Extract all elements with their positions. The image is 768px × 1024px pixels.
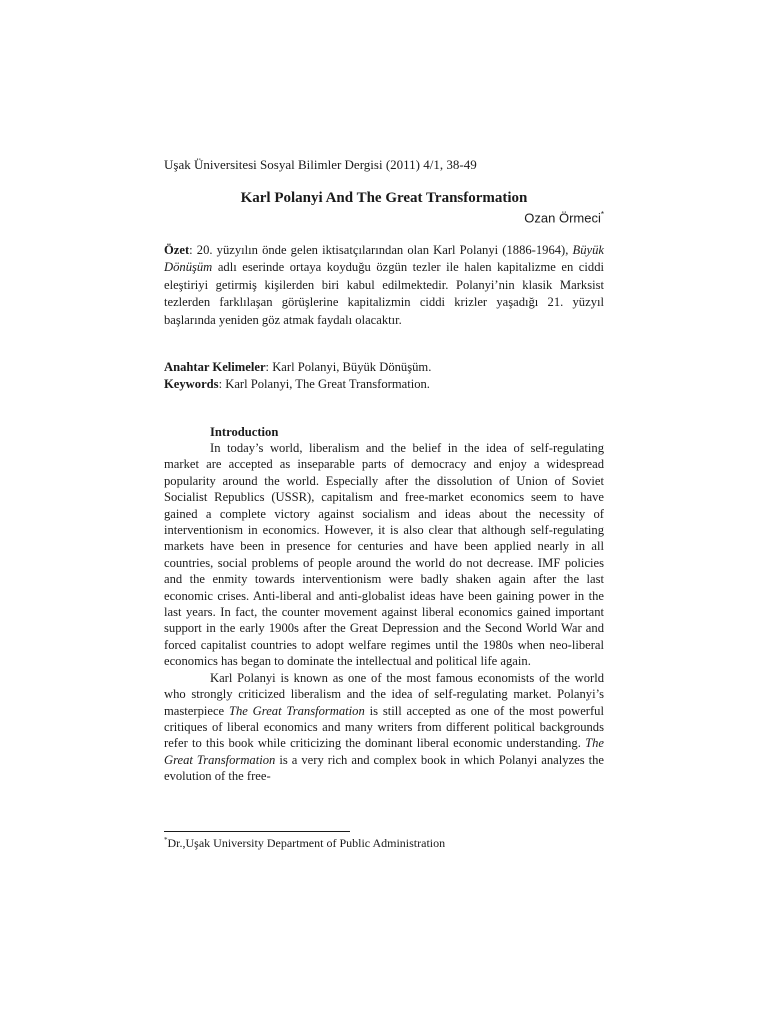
keywords-english-label: Keywords <box>164 377 219 391</box>
article-title: Karl Polanyi And The Great Transformation <box>240 190 528 206</box>
paragraph-2-text-2: is still accepted as one of the most powerful critiques of liberal economics and many writers from different political backgrounds refer to this book while criticizing the dominant liberal economic understanding. <box>164 703 604 751</box>
journal-header: Uşak Üniversitesi Sosyal Bilimler Dergisi (2011) 4/1, 38-49 <box>164 157 477 172</box>
author-name: Ozan Örmeci <box>524 210 601 226</box>
introduction-body <box>164 440 604 785</box>
keywords-english <box>164 376 604 393</box>
paragraph-2 <box>164 670 604 785</box>
abstract-text-2: adlı eserinde ortaya koyduğu özgün tezler ile halen kapitalizme en ciddi eleştiriyi getirmiş kişilerden biri kabul edilmektedir. Polanyi’nin klasik Marksist tezlerden farklılaşan görüşlerine kapitalizmin ciddi krizler yaşadığı 21. yüzyıl başlarında yeniden göz atmak faydalı olacaktır. <box>164 260 604 327</box>
paragraph-1: In today’s world, liberalism and the belief in the idea of self-regulating market are accepted as inseparable parts of democracy and enjoy a widespread popularity around the world. Especially after the dissolution of Union of Soviet Socialist Republics (USSR), capitalism and free-market economics seem to have gained a complete victory against socialism and ideas about the necessity of interventionism in economics. However, it is also clear that although self-regulating markets have been in presence for centuries and have been applied nearly in all countries, social problems of people around the world do not decrease. IMF policies and the enmity towards interventionism were badly shaken again after the last economic crises. Anti-liberal and anti-globalist ideas have been gaining power in the last years. In fact, the counter movement against liberal economics gained important support in the early 1900s after the Great Depression and the Second World War and forced capitalist countries to adopt welfare regimes until the 1980s when neo-liberal economics has began to dominate the intellectual and political life again. <box>164 441 604 669</box>
paragraph-2-book-title-1: The Great Transformation <box>228 703 365 718</box>
paragraph-2-text-1: Karl Polanyi is known as one of the most famous economists of the world who strongly criticized liberalism and the idea of self-regulating market. Polanyi’s masterpiece <box>164 670 604 718</box>
keywords-block <box>164 359 604 393</box>
abstract-label: Özet <box>164 243 190 257</box>
author-line <box>524 210 604 225</box>
keywords-turkish-label: Anahtar Kelimeler <box>164 360 266 374</box>
abstract <box>164 242 604 329</box>
footnote-divider <box>164 831 350 832</box>
paragraph-2-text-3: is a very rich and complex book in which Polanyi analyzes the evolution of the free- <box>164 752 604 784</box>
keywords-turkish <box>164 359 604 376</box>
author-footnote-mark: * <box>600 210 604 219</box>
abstract-text-1: : 20. yüzyılın önde gelen iktisatçılarından olan Karl Polanyi (1886-1964), <box>189 243 573 257</box>
footnote-mark: * <box>164 836 168 844</box>
keywords-turkish-text: : Karl Polanyi, Büyük Dönüşüm. <box>265 360 432 374</box>
footnote-text: Dr.,Uşak University Department of Public Administration <box>167 836 446 850</box>
introduction-heading: Introduction <box>210 425 279 439</box>
abstract-book-title: Büyük Dönüşüm <box>164 243 604 275</box>
keywords-english-text: : Karl Polanyi, The Great Transformation. <box>218 377 430 391</box>
paragraph-2-book-title-2: The Great Transformation <box>164 736 604 767</box>
footnote <box>164 836 445 851</box>
